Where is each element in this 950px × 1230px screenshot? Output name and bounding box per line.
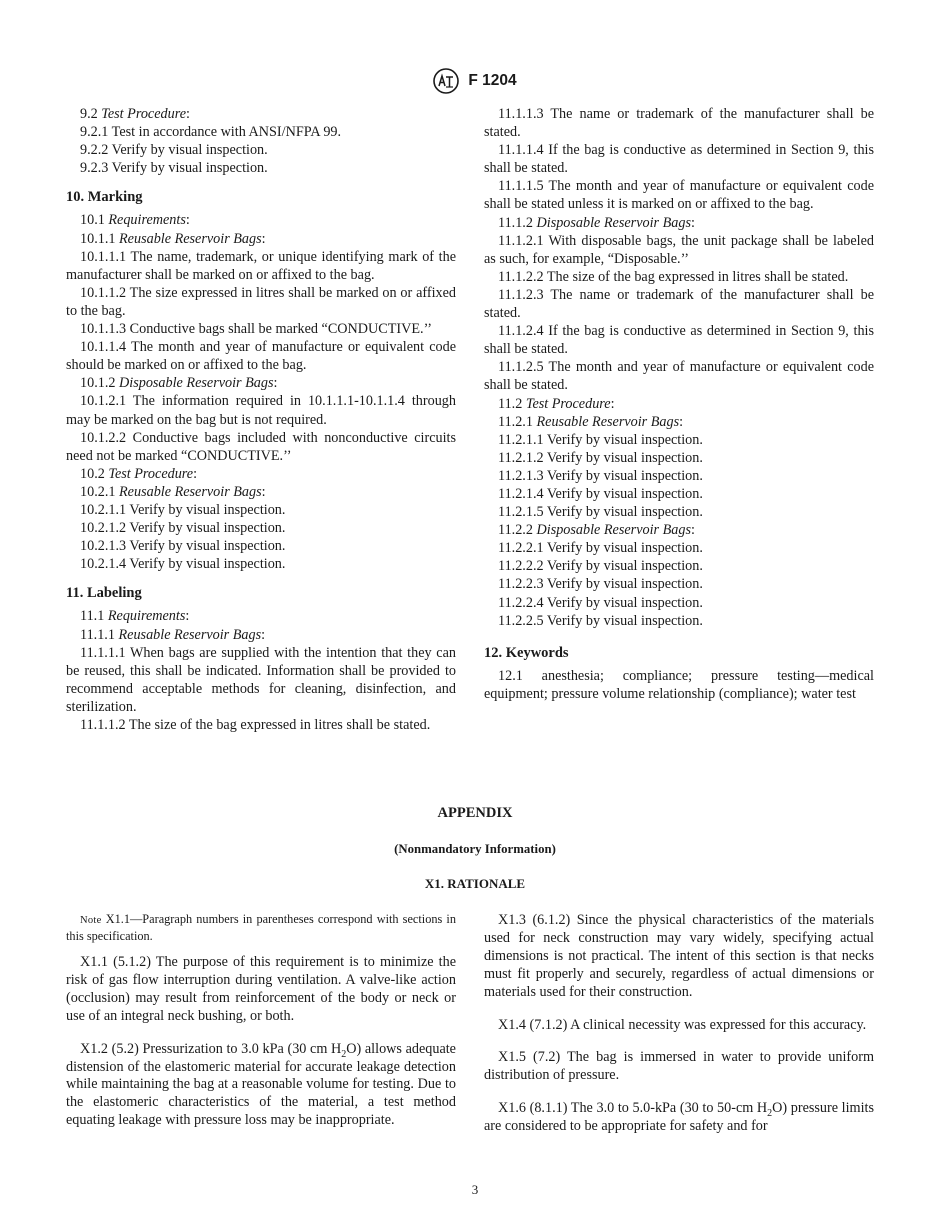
paragraph: 11.1.2.1 With disposable bags, the unit package shall be labeled as such, for example, “Disposable.’’ [484, 232, 874, 267]
paragraph: 11.1.2.2 The size of the bag expressed in litres shall be stated. [498, 268, 849, 285]
x1-2-text-b: O) allows adequate distension of the elastomeric material for accurate leakage detection while maintaining the bag at a reasonable volume for testing. Due to the elastomeric characteristics of the material, a test method equating leakage with pressure loss may be inappropriate. [66, 1040, 456, 1129]
paragraph: 11.1.2.3 The name or trademark of the manufacturer shall be stated. [484, 286, 874, 322]
paragraph: 10.1.1.1 The name, trademark, or unique identifying mark of the manufacturer shall be marked on or affixed to the bag. [66, 248, 456, 283]
appendix-section-heading: X1. RATIONALE [424, 876, 526, 891]
paragraph-number: 10.1.1 [80, 230, 116, 247]
x1-2-subscript: 2 [341, 1048, 347, 1060]
x1-6-subscript: 2 [767, 1108, 773, 1120]
note-text: X1.1—Paragraph numbers in parentheses correspond with sections in this specification. [66, 912, 456, 943]
x1-6-text-b: O) pressure limits are considered to be appropriate for safety and for [484, 1100, 874, 1135]
paragraph-title: Disposable Reservoir Bags [119, 375, 274, 392]
paragraph: 11.2.2.1 Verify by visual inspection. [498, 540, 703, 557]
paragraph: 10.1.2.2 Conductive bags included with nonconductive circuits need not be marked “CONDUCTIVE.’’ [66, 429, 456, 464]
paragraph-number: 10.1 [80, 212, 105, 229]
paragraph-colon: : [679, 413, 684, 430]
paragraph-colon: : [690, 522, 695, 539]
paragraph [66, 626, 456, 644]
paragraph-colon: : [690, 214, 695, 231]
paragraph [66, 211, 456, 229]
paragraph: 10.1.1.4 The month and year of manufacture or equivalent code should be marked on or affixed to the bag. [66, 339, 456, 374]
paragraph-x1-3: X1.3 (6.1.2) Since the physical characteristics of the materials used for neck construction may vary widely, specifying actual dimensions is not practical. The intent of this section is that necks must fit properly and securely, regardless of actual dimensions or materials used for their construction. [484, 912, 874, 1000]
section-10-paragraphs [66, 211, 456, 573]
paragraph: 9.2.2 Verify by visual inspection. [80, 142, 268, 159]
paragraph: 11.1.1.4 If the bag is conductive as determined in Section 9, this shall be stated. [484, 142, 874, 177]
paragraph [66, 465, 456, 483]
paragraph: 11.1.1.5 The month and year of manufacture or equivalent code shall be stated unless it is marked on or affixed to the bag. [484, 178, 874, 213]
paragraph-number: 11.2 [498, 395, 523, 412]
paragraph-title: Reusable Reservoir Bags [536, 413, 680, 430]
paragraph-x1-1: X1.1 (5.1.2) The purpose of this requirement is to minimize the risk of gas flow interruption during ventilation. A valve-like action (occlusion) may result from reinforcement of the body or neck or use of an integral neck bushing, or both. [66, 954, 456, 1024]
paragraph-number: 11.1.2 [498, 214, 533, 231]
paragraph [66, 230, 456, 248]
paragraph-x1-6 [484, 1100, 874, 1136]
page-header [0, 68, 950, 94]
paragraph-colon: : [185, 212, 190, 229]
paragraph: 11.2.2.2 Verify by visual inspection. [498, 558, 703, 575]
paragraph-colon: : [261, 230, 266, 247]
paragraph [484, 214, 874, 232]
paragraph: 10.1.1.2 The size expressed in litres shall be marked on or affixed to the bag. [66, 284, 456, 319]
paragraph: 11.2.1.4 Verify by visual inspection. [498, 485, 703, 502]
section-12-heading: 12. Keywords [484, 644, 569, 661]
right-column [484, 105, 874, 703]
paragraph: 11.2.1.2 Verify by visual inspection. [498, 449, 703, 466]
appendix-subtitle: (Nonmandatory Information) [394, 842, 556, 856]
paragraph: 11.2.1.1 Verify by visual inspection. [498, 431, 703, 448]
document-designation: F 1204 [468, 72, 517, 89]
paragraph: 10.1.1.3 Conductive bags shall be marked “CONDUCTIVE.’’ [80, 321, 432, 338]
section-11-heading: 11. Labeling [66, 585, 142, 602]
paragraph-title: Test Procedure [108, 465, 194, 482]
paragraph-colon: : [261, 483, 266, 500]
x1-2-text-a: X1.2 (5.2) Pressurization to 3.0 kPa (30 cm H [80, 1040, 342, 1057]
appendix-title: APPENDIX [437, 805, 513, 821]
section-11-paragraphs [66, 607, 456, 734]
left-column [66, 105, 456, 734]
paragraph: 11.2.2.3 Verify by visual inspection. [498, 576, 703, 593]
paragraph: 11.1.2.4 If the bag is conductive as determined in Section 9, this shall be stated. [484, 323, 874, 358]
paragraph: 11.1.1.2 The size of the bag expressed in litres shall be stated. [80, 717, 431, 733]
paragraph [66, 607, 456, 625]
paragraph-colon: : [193, 465, 198, 482]
paragraph-number: 11.1.1 [80, 626, 115, 643]
paragraph-number: 10.2.1 [80, 483, 116, 500]
paragraph-number: 9.2 [80, 106, 98, 122]
page-number: 3 [471, 1182, 479, 1197]
paragraph: 9.2.1 Test in accordance with ANSI/NFPA 99. [80, 124, 342, 141]
paragraph: 10.2.1.1 Verify by visual inspection. [80, 501, 286, 518]
paragraph-colon: : [186, 106, 190, 122]
section-12-paragraphs [484, 667, 874, 703]
paragraph [484, 395, 874, 413]
paragraph-colon: : [273, 375, 278, 392]
paragraph: 10.2.1.3 Verify by visual inspection. [80, 538, 286, 555]
paragraph-title: Reusable Reservoir Bags [119, 230, 262, 247]
paragraph-title: Reusable Reservoir Bags [118, 626, 262, 643]
paragraph-colon: : [185, 608, 190, 625]
paragraph: 10.2.1.2 Verify by visual inspection. [80, 520, 286, 537]
appendix-right-column [484, 912, 874, 1151]
paragraph [484, 413, 874, 431]
paragraph: 11.2.2.4 Verify by visual inspection. [498, 594, 703, 611]
paragraph-x1-2 [66, 1041, 456, 1131]
paragraph: 9.2.3 Verify by visual inspection. [80, 160, 268, 177]
paragraph: 11.2.1.5 Verify by visual inspection. [498, 504, 703, 521]
paragraph-x1-4: X1.4 (7.1.2) A clinical necessity was expressed for this accuracy. [498, 1016, 867, 1033]
paragraph [484, 521, 874, 539]
paragraph-number: 10.1.2 [80, 375, 116, 392]
paragraph-title: Requirements [107, 608, 186, 625]
paragraph-title: Disposable Reservoir Bags [536, 522, 691, 539]
paragraph-title: Disposable Reservoir Bags [536, 214, 691, 231]
paragraph: 11.2.2.5 Verify by visual inspection. [498, 612, 703, 629]
astm-logo-icon [433, 68, 459, 94]
paragraph: 10.1.2.1 The information required in 10.1.1.1-10.1.1.4 through may be marked on the bag but is not required. [66, 393, 456, 428]
paragraph [66, 105, 456, 123]
paragraph: 11.2.1.3 Verify by visual inspection. [498, 467, 703, 484]
note-label: Note [80, 915, 102, 926]
paragraph-x1-5: X1.5 (7.2) The bag is immersed in water to provide uniform distribution of pressure. [484, 1049, 874, 1084]
section-9-paragraphs [66, 105, 456, 177]
paragraph [66, 374, 456, 392]
appendix-left-column [66, 912, 456, 1145]
paragraph-number: 11.1 [80, 608, 105, 625]
paragraph-title: Requirements [108, 212, 186, 229]
appendix-note [66, 912, 456, 944]
paragraph: 11.1.1.1 When bags are supplied with the intention that they can be reused, this shall be indicated. Information shall be provided to recommend acceptable methods for cleaning, disinfection, and sterilization. [66, 644, 456, 715]
paragraph: 11.1.2.5 The month and year of manufacture or equivalent code shall be stated. [484, 359, 874, 394]
paragraph-title: Test Procedure [101, 106, 187, 122]
paragraph-colon: : [261, 626, 266, 643]
paragraph: 10.2.1.4 Verify by visual inspection. [80, 556, 286, 573]
section-10-heading: 10. Marking [66, 189, 143, 206]
paragraph-number: 11.2.2 [498, 522, 533, 539]
paragraph [66, 483, 456, 501]
paragraph-title: Reusable Reservoir Bags [119, 483, 262, 500]
paragraph: 12.1 anesthesia; compliance; pressure testing—medical equipment; pressure volume relationship (compliance); water test [484, 667, 874, 702]
section-11-continued-paragraphs [484, 105, 874, 630]
paragraph-number: 11.2.1 [498, 413, 533, 430]
paragraph: 11.1.1.3 The name or trademark of the manufacturer shall be stated. [484, 106, 874, 141]
paragraph-title: Test Procedure [525, 395, 611, 412]
x1-6-text-a: X1.6 (8.1.1) The 3.0 to 5.0-kPa (30 to 50-cm H [498, 1100, 768, 1117]
paragraph-colon: : [610, 395, 615, 412]
paragraph-number: 10.2 [80, 465, 105, 482]
